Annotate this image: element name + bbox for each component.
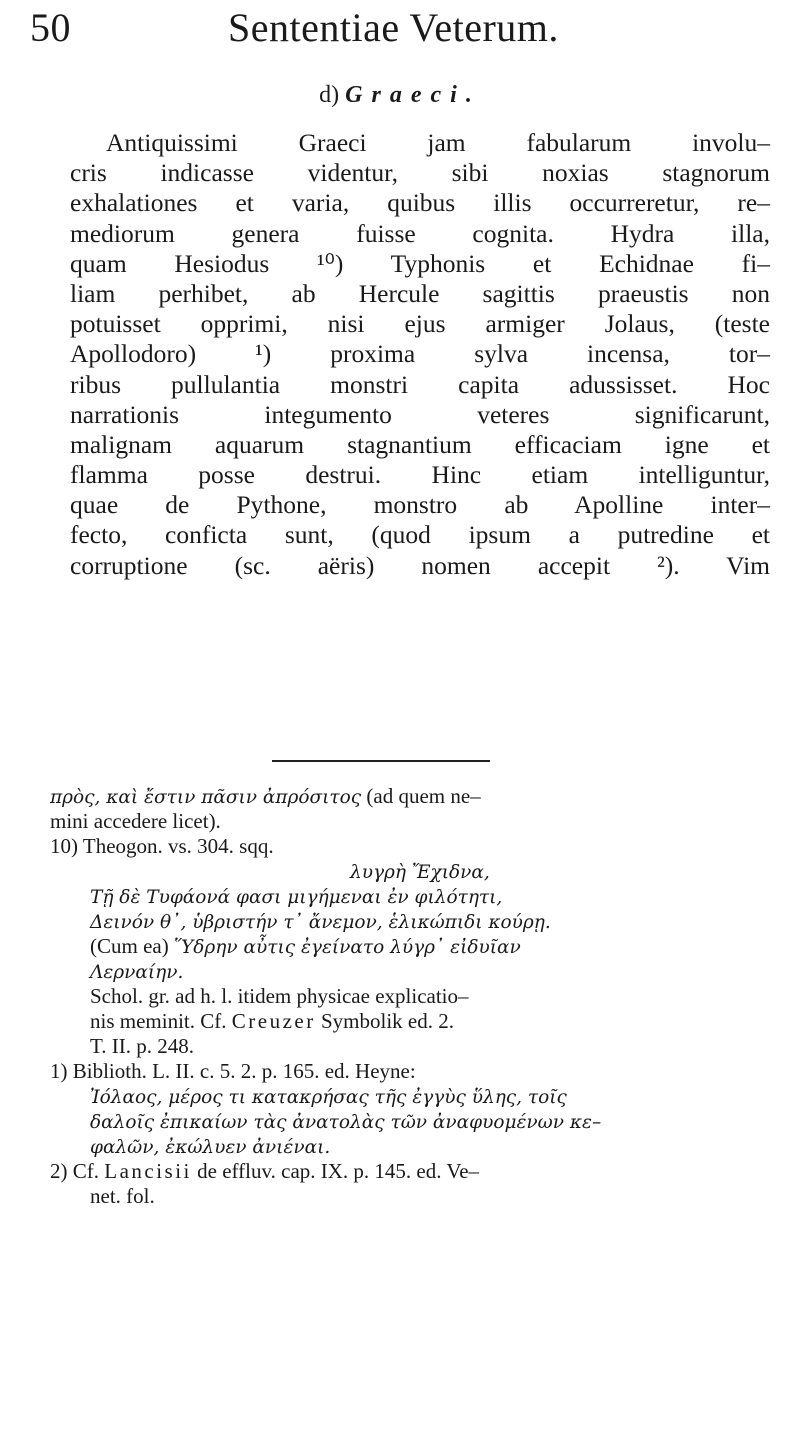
footnote-1: 1) Biblioth. L. II. c. 5. 2. p. 165. ed. Heyne:: [50, 1059, 416, 1083]
footnote-divider: [272, 760, 490, 762]
page-number: 50: [30, 5, 71, 50]
note-latin: (Cum ea): [90, 934, 169, 958]
note-text: (ad quem ne–: [366, 784, 481, 808]
running-title: Sententiae Veterum.: [228, 5, 559, 50]
text-line: exhalationes et varia, quibus illis occurreretur, re–: [70, 188, 770, 218]
footnote-2: [50, 1159, 770, 1184]
greek-verse: Λερναίην.: [90, 962, 184, 983]
text-line: quae de Pythone, monstro ab Apolline inter–: [70, 490, 770, 520]
greek-text: [50, 1109, 770, 1134]
greek-text: πρὸς, καὶ ἔστιν πᾶσιν ἀπρόσιτος: [50, 787, 362, 808]
greek-text: [50, 884, 770, 909]
greek-text: [50, 859, 770, 884]
author-name: Lancisii: [104, 1159, 192, 1183]
text-line: cris indicasse videntur, sibi noxias stagnorum: [70, 158, 770, 188]
greek-prose: φαλῶν, ἐκώλυεν ἀνιέναι.: [90, 1137, 331, 1158]
section-heading: [0, 82, 800, 109]
greek-verse: λυγρὴ Ἔχιδνα,: [350, 862, 490, 883]
greek-verse: Δεινόν θ᾽, ὑβριστήν τ᾽ ἄνεμον, ἑλικώπιδι κούρῃ.: [90, 912, 551, 933]
greek-prose: δαλοῖς ἐπικαίων τὰς ἀνατολὰς τῶν ἀναφυομένων κε–: [90, 1112, 602, 1133]
note-text: Schol. gr. ad h. l. itidem physicae explicatio–: [90, 984, 469, 1008]
footnote-continuation: [50, 784, 770, 809]
text-line: liam perhibet, ab Hercule sagittis praeustis non: [70, 278, 770, 308]
greek-text: [50, 909, 770, 934]
footnotes: [50, 784, 770, 1209]
text-line: corruptione (sc. aëris) nomen accepit ²). Vim: [70, 550, 770, 580]
text-line: narrationis integumento veteres significarunt,: [70, 399, 770, 429]
greek-verse: Τῇ δὲ Τυφάονά φασι μιγήμεναι ἐν φιλότητι,: [90, 887, 503, 908]
text-line: Antiquissimi Graeci jam fabularum involu–: [106, 128, 770, 157]
note-text: [50, 934, 770, 959]
greek-prose: Ἰόλαος, μέρος τι κατακρήσας τῆς ἐγγὺς ὕλης, τοῖς: [90, 1087, 567, 1108]
note-text: [50, 1009, 770, 1034]
text-line: potuisset opprimi, nisi ejus armiger Jolaus, (teste: [70, 309, 770, 339]
note-part: Symbolik ed. 2.: [320, 1009, 454, 1033]
author-name: Creuzer: [231, 1009, 316, 1033]
greek-text: [50, 1084, 770, 1109]
running-header: [30, 4, 780, 64]
note-part: de effluv. cap. IX. p. 145. ed. Ve–: [197, 1159, 480, 1183]
text-line: flamma posse destrui. Hinc etiam intelliguntur,: [70, 460, 770, 490]
text-line: fecto, conficta sunt, (quod ipsum a putredine et: [70, 520, 770, 550]
text-line: malignam aquarum stagnantium efficaciam igne et: [70, 429, 770, 459]
text-line: mediorum genera fuisse cognita. Hydra illa,: [70, 218, 770, 248]
footnote-10: 10) Theogon. vs. 304. sqq.: [50, 834, 274, 858]
note-text: net. fol.: [90, 1184, 155, 1208]
greek-verse: Ὕδρην αὖτις ἐγείνατο λύγρ᾽ εἰδυῖαν: [173, 937, 521, 958]
note-part: 2) Cf.: [50, 1159, 99, 1183]
note-text: mini accedere licet).: [50, 809, 221, 833]
section-title: Graeci.: [345, 82, 481, 108]
text-line: ribus pullulantia monstri capita adussisset. Hoc: [70, 369, 770, 399]
greek-text: [50, 1134, 770, 1159]
main-paragraph: [70, 128, 770, 581]
text-line: quam Hesiodus ¹⁰) Typhonis et Echidnae fi–: [70, 248, 770, 278]
note-part: nis meminit. Cf.: [90, 1009, 227, 1033]
section-label: d): [319, 82, 340, 108]
note-text: T. II. p. 248.: [90, 1034, 195, 1058]
text-line: Apollodoro) ¹) proxima sylva incensa, tor–: [70, 339, 770, 369]
greek-text: [50, 959, 770, 984]
